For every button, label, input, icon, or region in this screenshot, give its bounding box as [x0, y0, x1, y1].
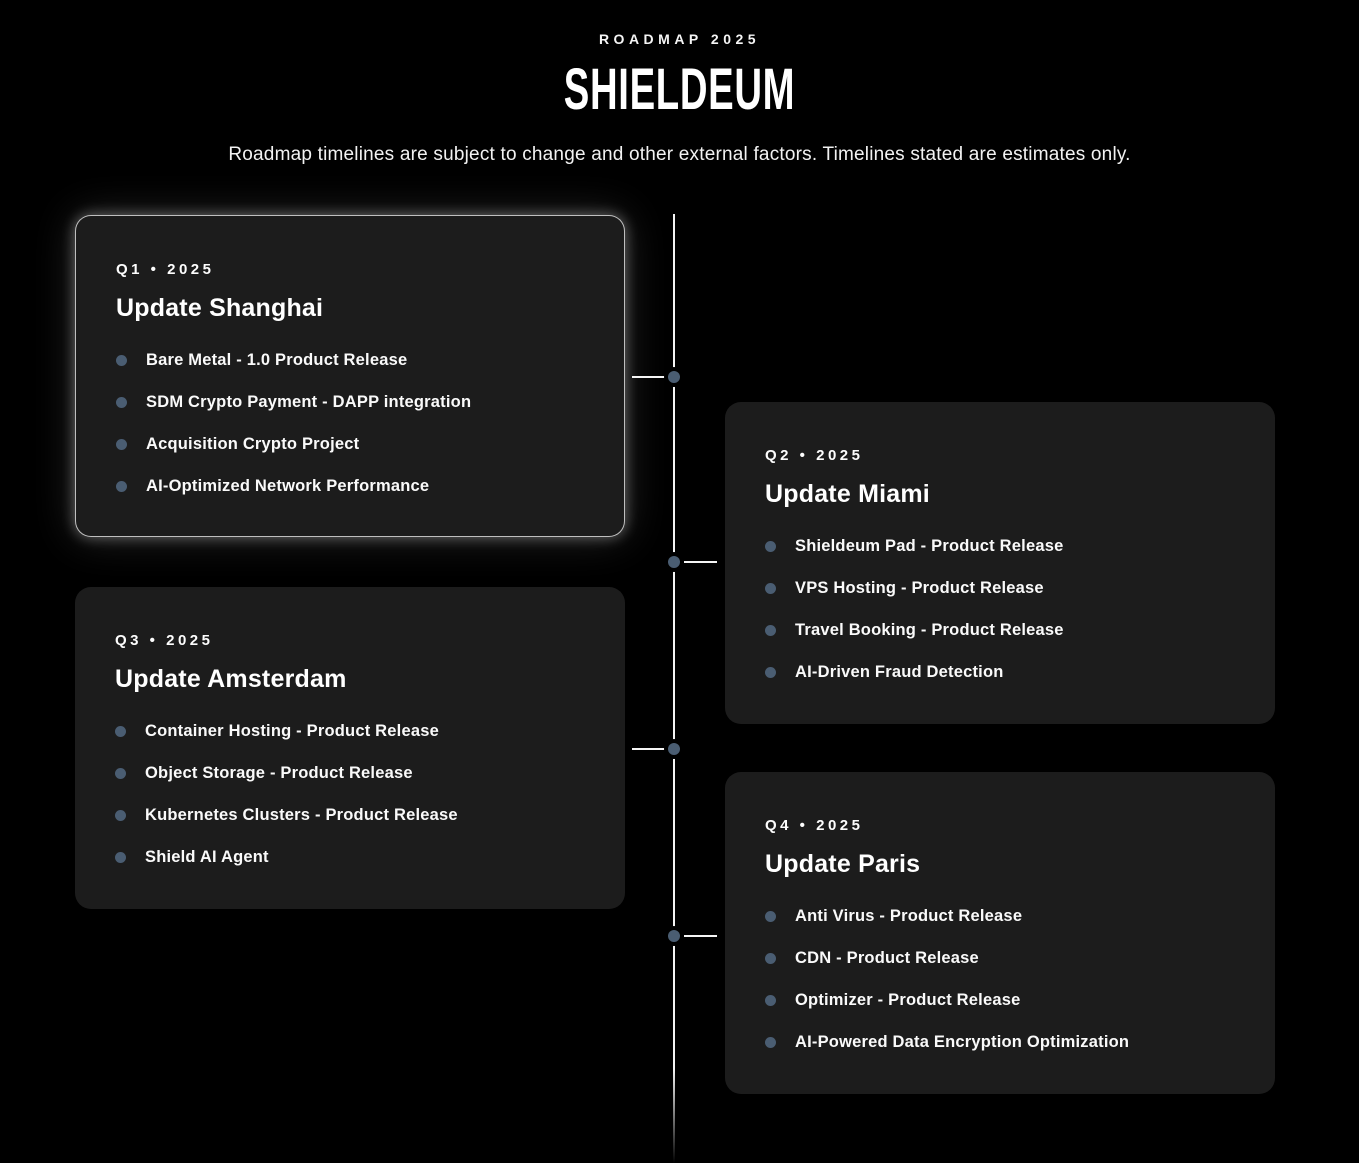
- card-title: Update Miami: [765, 480, 930, 508]
- roadmap-card-q4: [725, 772, 1275, 1094]
- bullet-dot-icon: [765, 583, 776, 594]
- milestone-list: [116, 350, 584, 496]
- list-item: [116, 434, 584, 454]
- bullet-dot-icon: [116, 397, 127, 408]
- bullet-dot-icon: [765, 1037, 776, 1048]
- milestone-text: AI-Driven Fraud Detection: [795, 662, 1004, 681]
- quarter-label: Q1 • 2025: [116, 261, 215, 278]
- milestone-text: AI-Optimized Network Performance: [146, 476, 430, 495]
- bullet-dot-icon: [765, 625, 776, 636]
- timeline-connector-q4: [684, 935, 717, 937]
- timeline-dot-q1: [668, 371, 680, 383]
- disclaimer-text: Roadmap timelines are subject to change and other external factors. Timelines stated are estimates only.: [228, 144, 1131, 165]
- bullet-dot-icon: [116, 481, 127, 492]
- card-title: Update Paris: [765, 850, 921, 878]
- timeline-dot-q2: [668, 556, 680, 568]
- bullet-dot-icon: [765, 667, 776, 678]
- milestone-text: Acquisition Crypto Project: [146, 434, 360, 453]
- roadmap-eyebrow: ROADMAP 2025: [598, 31, 761, 47]
- list-item: [765, 662, 1235, 682]
- bullet-dot-icon: [115, 852, 126, 863]
- list-item: [115, 721, 585, 741]
- roadmap-card-q2: [725, 402, 1275, 724]
- list-item: [116, 392, 584, 412]
- timeline-connector-q2: [684, 561, 717, 563]
- bullet-dot-icon: [765, 953, 776, 964]
- list-item: [115, 805, 585, 825]
- timeline-connector-q1: [632, 376, 665, 378]
- list-item: [115, 847, 585, 867]
- list-item: [765, 536, 1235, 556]
- milestone-list: [765, 536, 1235, 682]
- milestone-text: Shield AI Agent: [145, 847, 269, 866]
- milestone-list: [115, 721, 585, 867]
- quarter-label: Q3 • 2025: [115, 632, 214, 649]
- list-item: [115, 763, 585, 783]
- bullet-dot-icon: [116, 355, 127, 366]
- card-title: Update Amsterdam: [115, 665, 347, 693]
- list-item: [116, 350, 584, 370]
- milestone-text: Bare Metal - 1.0 Product Release: [146, 350, 408, 369]
- milestone-list: [765, 906, 1235, 1052]
- milestone-text: VPS Hosting - Product Release: [795, 578, 1044, 597]
- timeline-dot-q4: [668, 930, 680, 942]
- milestone-text: AI-Powered Data Encryption Optimization: [795, 1032, 1130, 1051]
- quarter-label: Q2 • 2025: [765, 447, 864, 464]
- bullet-dot-icon: [115, 768, 126, 779]
- timeline-dot-q3: [668, 743, 680, 755]
- list-item: [765, 906, 1235, 926]
- bullet-dot-icon: [116, 439, 127, 450]
- roadmap-card-q3: [75, 587, 625, 909]
- bullet-dot-icon: [115, 726, 126, 737]
- timeline-vertical-line: [673, 214, 675, 1163]
- bullet-dot-icon: [765, 541, 776, 552]
- list-item: [116, 476, 584, 496]
- bullet-dot-icon: [115, 810, 126, 821]
- list-item: [765, 1032, 1235, 1052]
- milestone-text: Shieldeum Pad - Product Release: [795, 536, 1064, 555]
- page-header: [0, 0, 1359, 166]
- bullet-dot-icon: [765, 995, 776, 1006]
- list-item: [765, 990, 1235, 1010]
- milestone-text: Optimizer - Product Release: [795, 990, 1021, 1009]
- bullet-dot-icon: [765, 911, 776, 922]
- milestone-text: Anti Virus - Product Release: [795, 906, 1023, 925]
- list-item: [765, 578, 1235, 598]
- roadmap-card-q1: [75, 215, 625, 537]
- list-item: [765, 620, 1235, 640]
- quarter-label: Q4 • 2025: [765, 817, 864, 834]
- milestone-text: Kubernetes Clusters - Product Release: [145, 805, 458, 824]
- list-item: [765, 948, 1235, 968]
- milestone-text: SDM Crypto Payment - DAPP integration: [146, 392, 472, 411]
- card-title: Update Shanghai: [116, 294, 324, 322]
- brand-logo: SHIELDEUM: [563, 57, 796, 122]
- milestone-text: CDN - Product Release: [795, 948, 979, 967]
- milestone-text: Container Hosting - Product Release: [145, 721, 439, 740]
- timeline-connector-q3: [632, 748, 665, 750]
- milestone-text: Object Storage - Product Release: [145, 763, 413, 782]
- milestone-text: Travel Booking - Product Release: [795, 620, 1064, 639]
